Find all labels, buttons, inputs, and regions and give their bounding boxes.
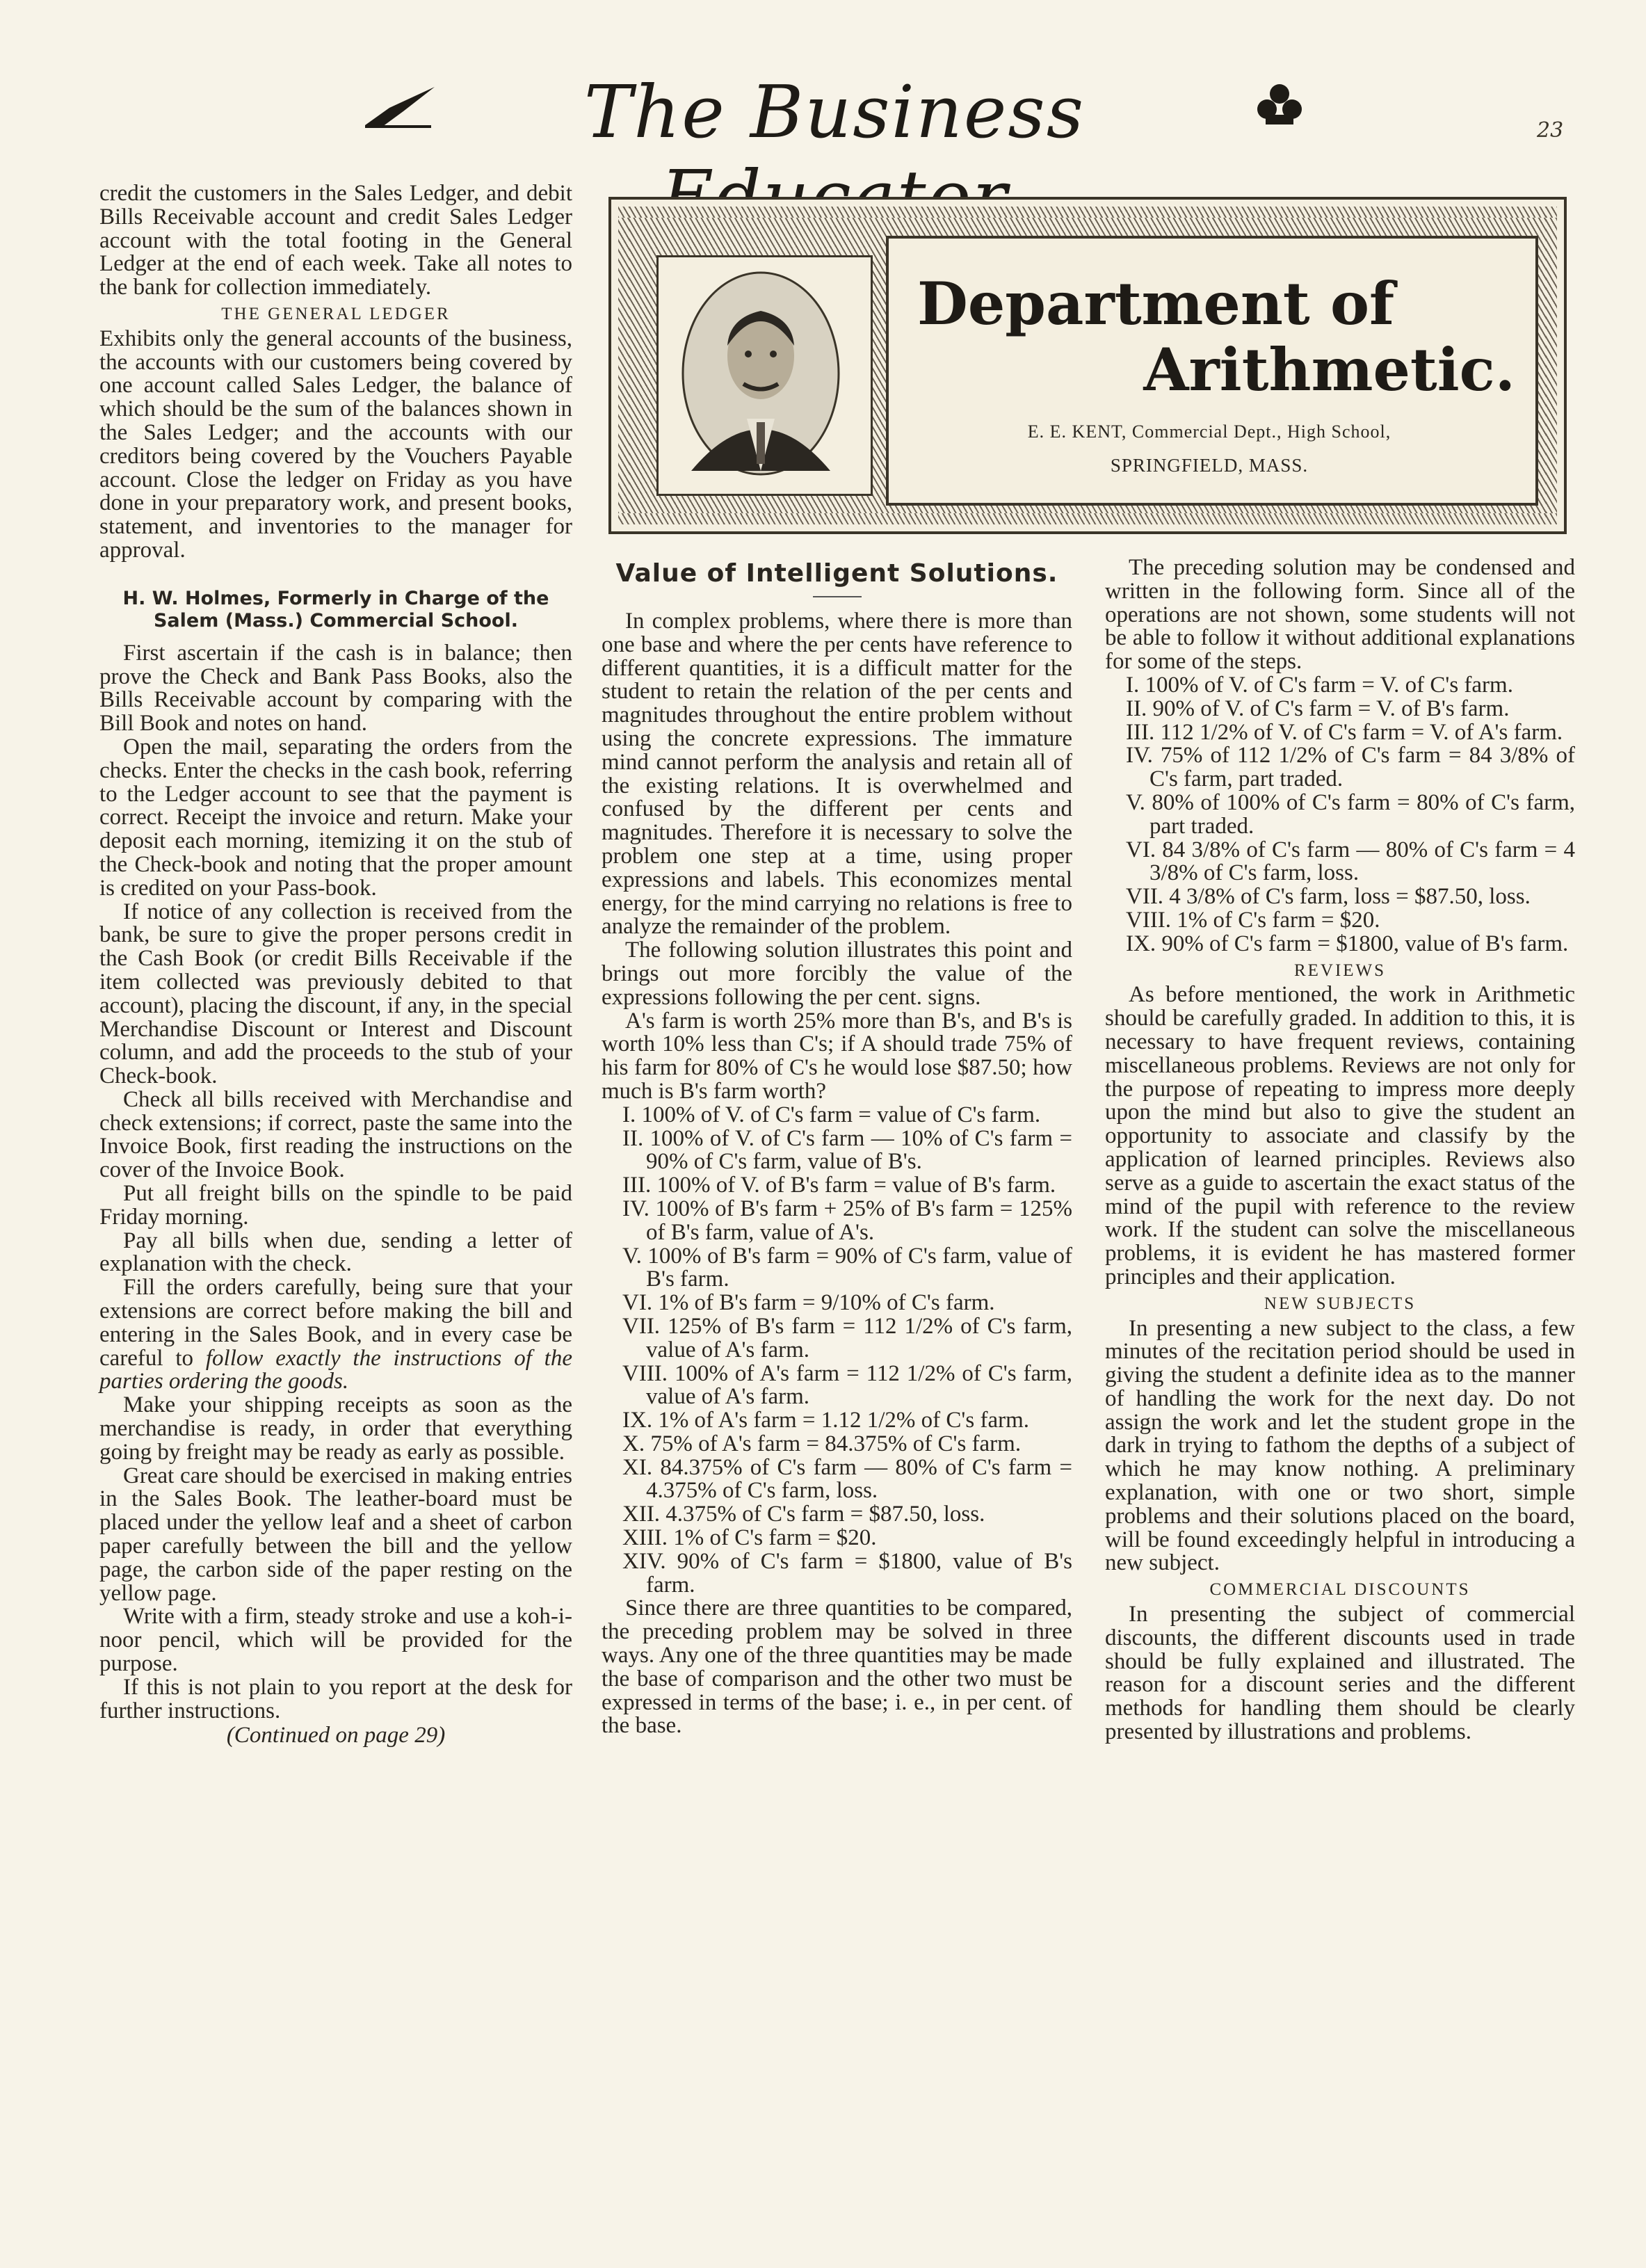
section-heading-reviews: REVIEWS [1293, 960, 1387, 980]
title-rule [813, 596, 862, 597]
byline-location: SPRINGFIELD, MASS. [1110, 455, 1309, 476]
masthead [0, 56, 1646, 174]
solution-step: VII. 125% of B's farm = 112 1/2% of C's farm, value of A's farm. [622, 1313, 1072, 1362]
solution-step: III. 100% of V. of B's farm = value of B's farm. [622, 1173, 1056, 1198]
solution-step: X. 75% of A's farm = 84.375% of C's farm. [622, 1431, 1022, 1456]
solution-step: XI. 84.375% of C's farm — 80% of C's farm = 4.375% of C's farm, loss. [622, 1454, 1072, 1504]
portrait-image [677, 269, 844, 478]
paragraph: First ascertain if the cash is in balance; then prove the Check and Bank Pass Books, also the Bills Receivable account by comparing with the Bill Book and notes on hand. [99, 640, 572, 737]
paragraph: In presenting a new subject to the class, a few minutes of the recitation period should be used in giving the student a definite idea as to the manner of handling the work for the next day. Do not assign the work and let the student grope in the dark in trying to fathom the depths of a subject of which he may know nothing. A preliminary explanation, with one or two short, simple problems and their solutions placed on the board, will be found exceedingly helpful in introducing a new subject. [1105, 1315, 1575, 1576]
solution-step: VI. 1% of B's farm = 9/10% of C's farm. [622, 1290, 995, 1316]
page-number: 23 [1537, 118, 1564, 143]
paragraph: credit the customers in the Sales Ledger, and debit Bills Receivable account and credit Sales Ledger account with the total footing in the General Ledger at the end of each week. Take all notes to the bank for collection immediately. [99, 181, 572, 300]
paragraph: In complex problems, where there is more than one base and where the per cents have reference to different quantities, it is a difficult matter for the student to retain the relation of the per cents and magnitudes throughout the entire problem without using the concrete expressions. The immature mind cannot perform the analysis and retain all of the existing relations. It is overwhelmed and confused by the different per cents and magnitudes. Therefore it is necessary to solve the problem one step at a time, using proper expressions and labels. This economizes mental energy, for the mind carrying no relations is free to analyze the remainder of the problem. [602, 609, 1072, 940]
paragraph: Exhibits only the general accounts of the business, the accounts with our customers being covered by one account called Sales Ledger, the balance of which should be the sum of the balances shown in the Sales Ledger; and the accounts with our creditors being covered by the Vouchers Payable account. Close the ledger on Friday as you have done in your preparatory work, and present books, statement, and inventories to the manager for approval. [99, 325, 572, 563]
condensed-step: II. 90% of V. of C's farm = V. of B's farm. [1126, 695, 1510, 721]
solution-step: VIII. 100% of A's farm = 112 1/2% of C's farm, value of A's farm. [622, 1360, 1072, 1410]
paragraph: Since there are three quantities to be compared, the preceding problem may be solved in three ways. Any one of the three quantities may be made the base of comparison and the other two must be expressed in terms of the base; i. e., in per cent. of the base. [602, 1595, 1072, 1739]
column-left [99, 182, 572, 1748]
solution-step: V. 100% of B's farm = 90% of C's farm, value of B's farm. [622, 1243, 1072, 1292]
paragraph: Put all freight bills on the spindle to be paid Friday morning. [99, 1181, 572, 1230]
condensed-step: IX. 90% of C's farm = $1800, value of B's farm. [1126, 931, 1569, 956]
department-title-line1: Department of [917, 269, 1395, 338]
byline [903, 415, 1515, 482]
quill-icon [362, 83, 438, 132]
article-title: Value of Intelligent Solutions. [615, 559, 1058, 588]
paragraph: The preceding solution may be condensed and written in the following form. Since all of the operations are not shown, some students will not be able to follow it without additional explanations for some of the steps. [1105, 555, 1575, 675]
condensed-step: V. 80% of 100% of C's farm = 80% of C's farm, part traded. [1126, 789, 1575, 839]
column-middle [602, 553, 1072, 1738]
paragraph-fill-orders [99, 1276, 572, 1394]
byline-author: E. E. KENT, Commercial Dept., High School, [1027, 421, 1391, 442]
solution-step: I. 100% of V. of C's farm = value of C's farm. [622, 1102, 1041, 1127]
section-heading-new-subjects: NEW SUBJECTS [1264, 1294, 1417, 1313]
condensed-step: IV. 75% of 112 1/2% of C's farm = 84 3/8% of C's farm, part traded. [1126, 743, 1575, 792]
solution-step: XII. 4.375% of C's farm = $87.50, loss. [622, 1502, 985, 1527]
department-title-line2: Arithmetic. [1143, 335, 1515, 404]
paragraph: Pay all bills when due, sending a letter of explanation with the check. [99, 1228, 572, 1277]
paragraph: If notice of any collection is received from the bank, be sure to give the proper persons credit in the Cash Book (or credit Bills Receivable if the item collected was previously debited to that account), placing the discount, if any, in the special Merchandise Discount or Interest and Discount column, and add the proceeds to the stub of your Check-book. [99, 899, 572, 1089]
solution-steps [602, 1104, 1072, 1598]
paragraph: Great care should be exercised in making entries in the Sales Book. The leather-board must be placed under the yellow leaf and a sheet of carbon paper carefully between the bill and the yellow page, the carbon side of the paper resting on the yellow page. [99, 1463, 572, 1606]
fill-orders-italic: follow exactly the instructions of the parties ordering the goods. [99, 1345, 572, 1394]
solution-step: XIII. 1% of C's farm = $20. [622, 1525, 877, 1551]
paragraph: Open the mail, separating the orders from the checks. Enter the checks in the cash book, referring to the Ledger account to see that the payment is correct. Receipt the invoice and return. Make your deposit each morning, itemizing it on the stub of the Check-book and noting that the proper amount is credited on your Pass-book. [99, 734, 572, 901]
condensed-steps [1105, 674, 1575, 956]
section-heading-general-ledger: THE GENERAL LEDGER [221, 304, 451, 323]
masthead-title: The Business [583, 70, 1086, 154]
solution-step: II. 100% of V. of C's farm — 10% of C's farm = 90% of C's farm, value of B's. [622, 1125, 1072, 1175]
paragraph: Write with a firm, steady stroke and use a koh-i-noor pencil, which will be provided for the purpose. [99, 1604, 572, 1677]
condensed-step: III. 112 1/2% of V. of C's farm = V. of A's farm. [1126, 719, 1563, 745]
condensed-step: VIII. 1% of C's farm = $20. [1126, 907, 1380, 933]
fill-orders-lead: Fill the orders carefully, being sure that your extensions are correct before making the bill and entering in the Sales Book, and in every case be careful to [99, 1275, 572, 1371]
paragraph: A's farm is worth 25% more than B's, and B's is worth 10% less than C's; if A should trade 75% of his farm for 80% of C's he would lose $87.50; how much is B's farm worth? [602, 1008, 1072, 1104]
condensed-step: VII. 4 3/8% of C's farm, loss = $87.50, loss. [1126, 884, 1531, 910]
department-banner [608, 197, 1567, 534]
solution-step: XIV. 90% of C's farm = $1800, value of B's farm. [622, 1548, 1072, 1598]
paragraph: If this is not plain to you report at the desk for further instructions. [99, 1674, 572, 1723]
paragraph: As before mentioned, the work in Arithmetic should be carefully graded. In addition to this, it is necessary to have frequent reviews, containing miscellaneous problems. Reviews are not only for the purpose of repeating to impress more deeply upon the mind but also to give the student an opportunity to associate and classify by the application of learned principles. Reviews also serve as a guide to ascertain the exact status of the mind of the pupil with reference to the review work. If the student can solve the miscellaneous problems, it is evident he has mastered former principles and their application. [1105, 982, 1575, 1289]
paragraph: Make your shipping receipts as soon as the merchandise is ready, in order that everything going by freight may be ready as early as possible. [99, 1392, 572, 1465]
solution-step: IV. 100% of B's farm + 25% of B's farm = 125% of B's farm, value of A's. [622, 1196, 1072, 1245]
column-right [1105, 556, 1575, 1744]
paragraph: The following solution illustrates this point and brings out more forcibly the value of the expressions following the per cent. signs. [602, 938, 1072, 1010]
holmes-heading: H. W. Holmes, Formerly in Charge of the Salem (Mass.) Commercial School. [122, 587, 549, 632]
flourish-ornament-icon [1252, 80, 1307, 129]
paragraph: In presenting the subject of commercial discounts, the different discounts used in trade should be fully explained and illustrated. The reason for a discount series and the different methods for handling them should be clearly presented by illustrations and problems. [1105, 1602, 1575, 1745]
continued-note: (Continued on page 29) [226, 1723, 446, 1748]
solution-step: IX. 1% of A's farm = 1.12 1/2% of C's farm. [622, 1408, 1029, 1433]
section-heading-commercial-discounts: COMMERCIAL DISCOUNTS [1209, 1580, 1471, 1600]
condensed-step: VI. 84 3/8% of C's farm — 80% of C's farm = 4 3/8% of C's farm, loss. [1126, 837, 1575, 886]
paragraph: Check all bills received with Merchandise and check extensions; if correct, paste the same into the Invoice Book, first reading the instructions on the cover of the Invoice Book. [99, 1086, 572, 1183]
condensed-step: I. 100% of V. of C's farm = V. of C's farm. [1126, 672, 1513, 698]
